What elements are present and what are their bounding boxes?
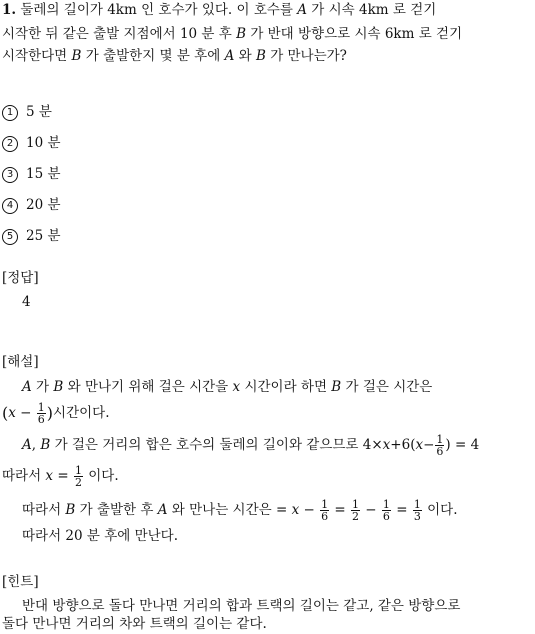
hint-header: [힌트] <box>2 574 39 590</box>
fraction <box>413 499 422 522</box>
option-label: 15 분 <box>26 166 61 182</box>
fraction <box>74 465 83 488</box>
paren: ( <box>2 403 9 423</box>
option-4[interactable] <box>2 195 61 215</box>
circled-number-2-icon: 2 <box>2 136 18 152</box>
variable: B <box>71 48 82 64</box>
text: , <box>31 437 37 453</box>
numerator: 1 <box>352 498 359 511</box>
answer-header: [정답] <box>2 270 39 286</box>
option-3[interactable] <box>2 164 61 184</box>
question-text: 가 반대 방향으로 시속 6km 로 걷기 <box>250 26 463 42</box>
denominator: 6 <box>37 413 45 426</box>
variable: A <box>157 502 168 518</box>
denominator: 2 <box>352 510 359 523</box>
text: 이다. <box>88 468 119 484</box>
paren: ) <box>46 403 54 423</box>
question-text: 가 출발한지 몇 분 후에 <box>85 48 221 64</box>
variable: x <box>382 437 391 453</box>
variable: B <box>331 379 342 395</box>
text: 가 <box>36 379 50 395</box>
variable: x <box>232 379 241 395</box>
variable: B <box>236 26 247 42</box>
question-text: 가 시속 4km 로 걷기 <box>311 2 437 18</box>
explanation-header: [해설] <box>2 354 39 370</box>
fraction <box>37 402 46 425</box>
variable: B <box>65 502 76 518</box>
text: 시간이라 하면 <box>244 379 327 395</box>
fraction <box>382 499 391 522</box>
question-text: 와 <box>238 48 252 64</box>
question-text: 시작한다면 <box>2 48 68 64</box>
variable: B <box>40 437 51 453</box>
hint-line-1: 반대 방향으로 돌다 만나면 거리의 합과 트랙의 길이는 같고, 같은 방향으로 <box>22 598 461 614</box>
variable: A <box>22 437 32 453</box>
circled-number-3-icon: 3 <box>2 167 18 183</box>
denominator: 6 <box>321 510 329 523</box>
question-line-1 <box>2 0 436 20</box>
variable: A <box>224 48 235 64</box>
question-text: 둘레의 길이가 4km 인 호수가 있다. 이 호수를 <box>20 2 293 18</box>
text: 가 걸은 시간은 <box>345 379 433 395</box>
fraction <box>351 499 360 522</box>
option-label: 5 분 <box>26 104 52 120</box>
variable: x <box>415 437 424 453</box>
fraction <box>435 434 444 457</box>
question-text: 시작한 뒤 같은 출발 지점에서 10 분 후 <box>2 26 232 42</box>
text: 와 만나기 위해 걸은 시간을 <box>67 379 229 395</box>
explanation-line-2 <box>2 399 110 428</box>
question-number: 1. <box>2 2 17 18</box>
equation-part: 4× <box>362 437 383 453</box>
text: 가 출발한 후 <box>79 502 154 518</box>
text: 따라서 <box>22 502 62 518</box>
explanation-line-3 <box>22 431 479 459</box>
denominator: 2 <box>74 476 82 489</box>
operator: − <box>20 405 32 421</box>
text: 시간이다. <box>53 405 110 421</box>
fraction <box>320 499 329 522</box>
operator: = <box>396 502 408 518</box>
option-label: 10 분 <box>26 135 61 151</box>
equation-part: +6( <box>390 437 416 453</box>
operator: − <box>303 502 315 518</box>
numerator: 1 <box>74 464 82 477</box>
equation-part: ) = 4 <box>445 437 480 453</box>
explanation-line-6: 따라서 20 분 후에 만난다. <box>22 528 179 544</box>
explanation-line-4 <box>2 462 119 490</box>
variable: x <box>8 405 16 421</box>
option-5[interactable] <box>2 226 61 246</box>
denominator: 3 <box>413 510 421 523</box>
option-label: 20 분 <box>26 197 61 213</box>
option-2[interactable] <box>2 133 61 153</box>
numerator: 1 <box>436 433 444 446</box>
question-text: 가 만나는가? <box>270 48 347 64</box>
variable: B <box>53 379 64 395</box>
operator: = <box>53 468 73 484</box>
circled-number-1-icon: 1 <box>2 105 18 121</box>
hint-line-2: 돌다 만나면 거리의 차와 트랙의 길이는 같다. <box>2 616 267 632</box>
numerator: 1 <box>37 401 45 414</box>
text: 가 걸은 거리의 합은 호수의 둘레의 길이와 같으므로 <box>54 437 359 453</box>
numerator: 1 <box>382 498 390 511</box>
operator: = <box>334 502 346 518</box>
numerator: 1 <box>321 498 329 511</box>
denominator: 6 <box>436 445 444 458</box>
text: 이다. <box>427 502 458 518</box>
operator: − <box>423 437 435 453</box>
variable: A <box>22 379 32 395</box>
denominator: 6 <box>382 510 390 523</box>
operator: − <box>365 502 377 518</box>
numerator: 1 <box>413 498 421 511</box>
circled-number-5-icon: 5 <box>2 229 18 245</box>
answer-value: 4 <box>22 294 31 310</box>
text: 와 만나는 시간은 = <box>171 502 288 518</box>
text: 따라서 <box>2 468 42 484</box>
question-line-3 <box>2 46 347 66</box>
option-label: 25 분 <box>26 228 61 244</box>
option-1[interactable] <box>2 102 52 122</box>
variable: B <box>255 48 266 64</box>
explanation-line-1 <box>22 377 432 397</box>
question-line-2 <box>2 24 462 44</box>
variable: A <box>297 2 307 18</box>
variable: x <box>291 502 300 518</box>
variable: x <box>45 468 54 484</box>
explanation-line-5 <box>22 496 457 524</box>
circled-number-4-icon: 4 <box>2 198 18 214</box>
